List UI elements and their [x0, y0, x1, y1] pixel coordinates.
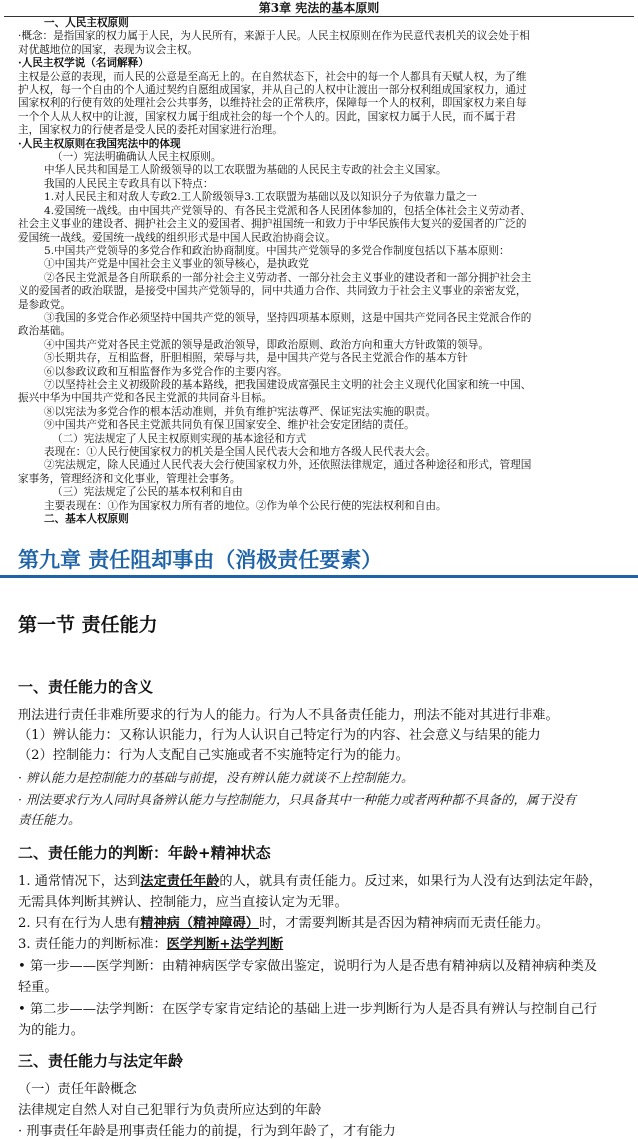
text-line: 护人权，每一个自由的个人通过契约自愿组成国家，并从自己的人权中让渡出一部分权利组成国家权力，通过: [18, 84, 527, 97]
text-line: ④中国共产党对各民主党派的领导是政治领导，即政治原则、政治方向和重大方针政策的领导。: [44, 338, 489, 351]
text-run: 时，才需要判断其是否因为精神病而无责任能力。: [258, 916, 550, 931]
paragraph: 无需具体判断其辨认、控制能力，应当直接认定为无罪。: [18, 895, 348, 910]
text-run: 3. 责任能力的判断标准：: [18, 937, 167, 952]
scanned-page-excerpt: [0, 0, 638, 545]
paragraph: 轻重。: [18, 980, 58, 995]
text-line: 对优越地位的国家，表现为议会主权。: [18, 43, 199, 56]
list-item: [18, 872, 638, 892]
text-line: 一个个人从人权中的让渡，国家权力属于组成社会的每一个个人的。因此，国家权力属于人民，而不属于君: [18, 110, 516, 123]
text-line: ·人民主权原则在我国宪法中的体现: [18, 137, 181, 150]
text-line: 家事务，管理经济和文化事业，管理社会事务。: [18, 472, 241, 485]
paragraph: 法律规定自然人对自己犯罪行为负责所应达到的年龄: [18, 1103, 322, 1118]
text-line: ⑤长期共存，互相监督，肝胆相照，荣辱与共，是中国共产党与各民主党派合作的基本方针: [44, 352, 468, 365]
text-line: 主权是公意的表现，而人民的公意是至高无上的。在自然状态下，社会中的每一个人都具有天赋人权，为了维: [18, 70, 527, 83]
text-line: 中华人民共和国是工人阶级领导的以工农联盟为基础的人民民主专政的社会主义国家。: [44, 164, 447, 177]
emphasis: 精神病（精神障碍）: [140, 916, 259, 931]
text-line: ·概念：是指国家的权力属于人民，为人民所有，来源于人民。人民主权原则在作为民意代表机关的议会处于相: [18, 30, 530, 43]
text-line: 一、人民主权原则: [44, 17, 129, 29]
paragraph: （2）控制能力：行为人支配自己实施或者不实施特定行为的能力。: [18, 748, 409, 763]
paragraph: 刑法进行责任非难所要求的行为人的能力。行为人不具备责任能力，刑法不能对其进行非难。: [18, 708, 559, 723]
text-line: 是参政党。: [18, 298, 71, 311]
text-line: 主要表现在：①作为国家权力所有者的地位。②作为单个公民行使的宪法权利和自由。: [44, 499, 447, 512]
list-item: [18, 914, 638, 934]
text-run: 1. 通常情况下，达到: [18, 874, 141, 889]
text-line: ②宪法规定，除人民通过人民代表大会行使国家权力外，还依照法律规定，通过各种途径和形式，管理国: [44, 459, 532, 472]
text-line: 1.对人民民主和对敌人专政2.工人阶级领导3.工农联盟为基础以及以知识分子为依靠力量之一: [44, 191, 477, 204]
chapter-title: 第九章 责任阻却事由（消极责任要素）: [18, 548, 383, 572]
page-header: 第3章 宪法的基本原则: [4, 0, 634, 17]
list-item: [18, 935, 638, 955]
text-line: ⑦以坚持社会主义初级阶段的基本路线，把我国建设成富强民主文明的社会主义现代化国家和统一中国、: [44, 378, 532, 391]
text-line: ①中国共产党是中国社会主义事业的领导核心，是执政党: [44, 258, 309, 271]
text-line: ⑥以参政议政和互相监督作为多党合作的主要内容。: [44, 365, 288, 378]
text-line: 振兴中华为中国共产党和各民主党派的共同奋斗目标。: [18, 392, 273, 405]
heading-responsibility-meaning: 一、责任能力的含义: [18, 678, 154, 696]
text-line: 表现在：①人民行使国家权力的机关是全国人民代表大会和地方各级人民代表大会。: [44, 446, 436, 458]
note: 责任能力。: [18, 812, 81, 827]
chapter-banner: [0, 545, 638, 579]
text-line: （一）宪法明确确认人民主权原则。: [52, 151, 222, 164]
text-line: 政治基础。: [18, 325, 71, 338]
text-line: ·人民主权学说（名词解释）: [18, 57, 149, 70]
emphasis: 法定责任年龄: [140, 874, 220, 889]
bullet-item: • 第一步——医学判断：由精神病医学专家做出鉴定，说明行为人是否患有精神病以及精神病种类及: [18, 959, 598, 974]
subheading: （一）责任年龄概念: [18, 1082, 137, 1097]
text-line: （二）宪法规定了人民主权原则实现的基本途径和方式: [52, 432, 307, 445]
text-line: ⑨中国共产党和各民主党派共同负有保卫国家安全、维护社会安定团结的责任。: [44, 419, 415, 432]
chapter-content: [0, 580, 638, 1139]
paragraph: 为的能力。: [18, 1023, 84, 1038]
text-line: 国家权利的行使有效的处理社会公共事务，以维持社会的正常秩序，保障每一个人的权利，即国家权力来自每: [18, 97, 527, 110]
text-line: 义的爱国者的政治联盟，是接受中国共产党领导的，同中共通力合作、共同致力于社会主义事业的亲密友党，: [18, 285, 527, 298]
text-line: ⑧以宪法为多党合作的根本活动准则，并负有维护宪法尊严、保证宪法实施的职责。: [44, 405, 436, 418]
page-body: [0, 17, 638, 526]
text-line: 5.中国共产党领导的多党合作和政治协商制度。中国共产党领导的多党合作制度包括以下基本原则：: [44, 244, 510, 257]
heading-age: 三、责任能力与法定年龄: [18, 1052, 184, 1070]
text-run: 2. 只有在行为人患有: [18, 916, 141, 931]
note: · 辨认能力是控制能力的基础与前提，没有辨认能力就谈不上控制能力。: [18, 770, 414, 785]
text-line: 社会主义事业的建设者、拥护社会主义的爱国者、拥护祖国统一和致力于中华民族伟大复兴的爱国者的广泛的: [18, 218, 527, 231]
text-line: 我国的人民民主专政具有以下特点：: [44, 177, 214, 190]
text-line: 二、基本人权原则: [44, 513, 129, 526]
text-line: ②各民主党派是各自所联系的一部分社会主义劳动者、一部分社会主义事业的建设者和一部分拥护社会主: [44, 271, 532, 284]
text-line: 主，国家权力的行使者是受人民的委托对国家进行治理。: [18, 124, 283, 137]
emphasis: 医学判断+法学判断: [166, 937, 284, 952]
paragraph: · 刑事责任年龄是刑事责任能力的前提，行为到年龄了，才有能力: [18, 1124, 396, 1139]
chapter-divider: [0, 575, 638, 578]
text-line: ③我国的多党合作必须坚持中国共产党的领导，坚持四项基本原则，这是中国共产党同各民主党派合作的: [44, 311, 532, 324]
bullet-item: • 第二步——法学判断：在医学专家肯定结论的基础上进一步判断行为人是否具有辨认与控制自己行: [18, 1002, 598, 1017]
text-line: 4.爱国统一战线。由中国共产党领导的、有各民主党派和各人民团体参加的，包括全体社会主义劳动者、: [44, 204, 531, 217]
text-line: （三）宪法规定了公民的基本权利和自由: [52, 486, 243, 499]
paragraph: （1）辨认能力：又称认识能力，行为人认识自己特定行为的内容、社会意义与结果的能力: [18, 728, 541, 743]
section-title: 第一节 责任能力: [18, 614, 158, 636]
note: · 刑法要求行为人同时具备辨认能力与控制能力，只具备其中一种能力或者两种都不具备的，属于没有: [18, 792, 576, 807]
text-line: 爱国统一战线。爱国统一战线的组织形式是中国人民政治协商会议。: [18, 231, 336, 244]
heading-responsibility-judgment: 二、责任能力的判断：年龄+精神状态: [18, 844, 271, 862]
text-run: 的人，就具有责任能力。反过来，如果行为人没有达到法定年龄，: [219, 874, 602, 889]
